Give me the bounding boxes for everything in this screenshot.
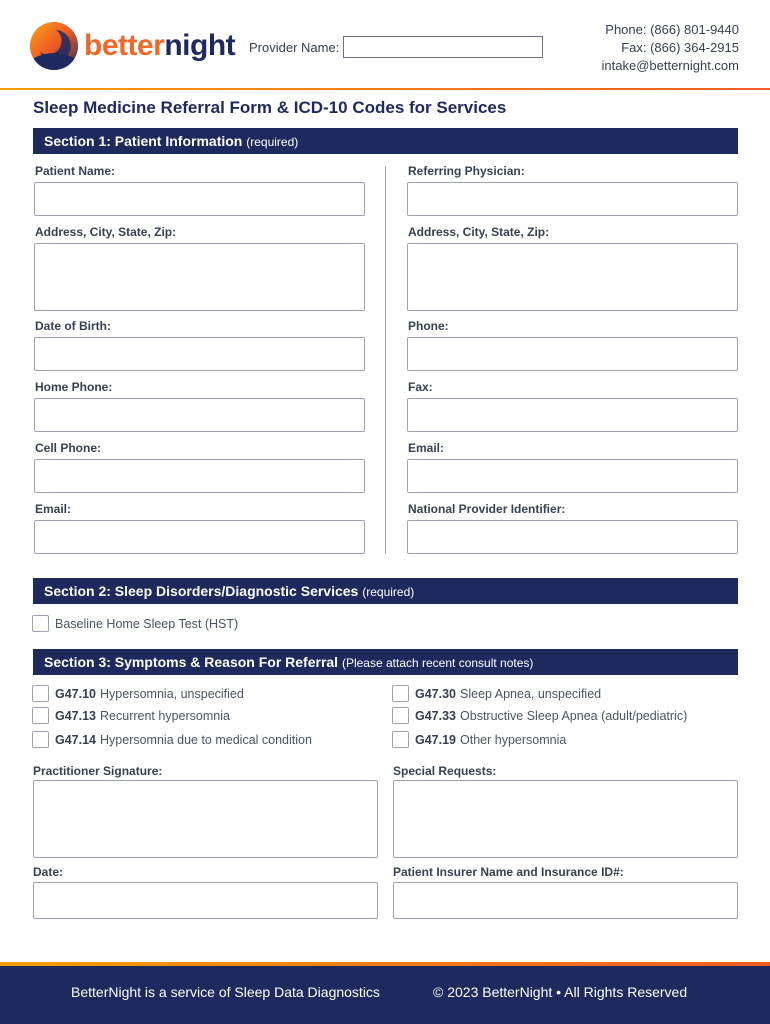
footer-service-note: BetterNight is a service of Sleep Data Diagnostics [71,984,380,1000]
code-g4713-checkbox[interactable] [32,707,49,724]
section1-header [33,128,738,154]
provider-name-field [249,36,543,58]
code-g4714-label: Hypersomnia due to medical condition [100,732,312,747]
physician-fax-input[interactable] [407,398,738,432]
contact-email[interactable]: intake@betternight.com [601,58,739,73]
date-of-birth-input[interactable] [34,337,365,371]
moon-logo-icon [30,22,78,70]
section1-title: Section 1: Patient Information [44,133,243,149]
code-g4710-option[interactable] [32,685,244,702]
special-requests-label: Special Requests: [393,764,497,778]
patient-address-input[interactable] [34,243,365,311]
section2-note: (required) [362,585,415,599]
code-g4730-checkbox[interactable] [392,685,409,702]
signature-label: Practitioner Signature: [33,764,163,778]
home-phone-input[interactable] [34,398,365,432]
npi-label: National Provider Identifier: [408,502,566,516]
code-g4733: G47.33 [415,708,457,723]
code-g4730-label: Sleep Apnea, unspecified [460,686,602,701]
physician-address-label: Address, City, State, Zip: [408,225,550,239]
betternight-logo [30,22,236,74]
patient-email-label: Email: [35,502,72,516]
physician-phone-label: Phone: [408,319,449,333]
patient-name-input[interactable] [34,182,365,216]
physician-email-label: Email: [408,441,445,455]
hst-checkbox[interactable] [32,615,49,632]
section2-title: Section 2: Sleep Disorders/Diagnostic Services [44,583,359,599]
code-g4714-checkbox[interactable] [32,731,49,748]
footer-divider [0,962,770,966]
insurer-input[interactable] [393,882,738,919]
footer [0,962,770,1024]
code-g4710-label: Hypersomnia, unspecified [100,686,244,701]
logo-wordmark: betternight [84,29,236,62]
physician-address-input[interactable] [407,243,738,311]
code-g4714-option[interactable] [32,731,312,748]
code-g4719-label: Other hypersomnia [460,732,567,747]
patient-name-label: Patient Name: [35,164,116,178]
code-g4730: G47.30 [415,686,457,701]
signature-input[interactable] [33,780,378,858]
date-of-birth-label: Date of Birth: [35,319,111,333]
column-divider [385,166,386,554]
footer-copyright: © 2023 BetterNight • All Rights Reserved [433,984,688,1000]
contact-fax: Fax: (866) 364-2915 [621,40,739,55]
contact-phone: Phone: (866) 801-9440 [605,22,739,37]
code-g4733-label: Obstructive Sleep Apnea (adult/pediatric) [460,708,688,723]
date-label: Date: [33,865,64,879]
code-g4710-checkbox[interactable] [32,685,49,702]
home-phone-label: Home Phone: [35,380,113,394]
code-g4713-label: Recurrent hypersomnia [100,708,230,723]
physician-phone-input[interactable] [407,337,738,371]
contact-info [602,21,740,75]
header-divider [0,88,770,90]
cell-phone-input[interactable] [34,459,365,493]
physician-email-input[interactable] [407,459,738,493]
code-g4719-checkbox[interactable] [392,731,409,748]
section2-header [33,578,738,604]
code-g4733-checkbox[interactable] [392,707,409,724]
provider-name-label: Provider Name: [249,39,340,55]
code-g4713-option[interactable] [32,707,230,724]
physician-fax-label: Fax: [408,380,433,394]
header [0,0,770,90]
code-g4719-option[interactable] [392,731,566,748]
referring-physician-label: Referring Physician: [408,164,525,178]
code-g4714: G47.14 [55,732,97,747]
code-g4730-option[interactable] [392,685,601,702]
section3-header [33,649,738,675]
code-g4710: G47.10 [55,686,97,701]
code-g4733-option[interactable] [392,707,687,724]
date-input[interactable] [33,882,378,919]
hst-label: Baseline Home Sleep Test (HST) [55,616,239,631]
patient-address-label: Address, City, State, Zip: [35,225,177,239]
section3-title: Section 3: Symptoms & Reason For Referral [44,654,339,670]
patient-email-input[interactable] [34,520,365,554]
provider-name-input[interactable] [343,36,543,58]
section1-note: (required) [246,135,299,149]
section3-note: (Please attach recent consult notes) [341,656,534,670]
npi-input[interactable] [407,520,738,554]
cell-phone-label: Cell Phone: [35,441,102,455]
form-title: Sleep Medicine Referral Form & ICD-10 Codes for Services [33,98,507,117]
special-requests-input[interactable] [393,780,738,858]
hst-option[interactable] [32,615,238,632]
referring-physician-input[interactable] [407,182,738,216]
insurer-label: Patient Insurer Name and Insurance ID#: [393,865,624,879]
code-g4713: G47.13 [55,708,97,723]
code-g4719: G47.19 [415,732,457,747]
